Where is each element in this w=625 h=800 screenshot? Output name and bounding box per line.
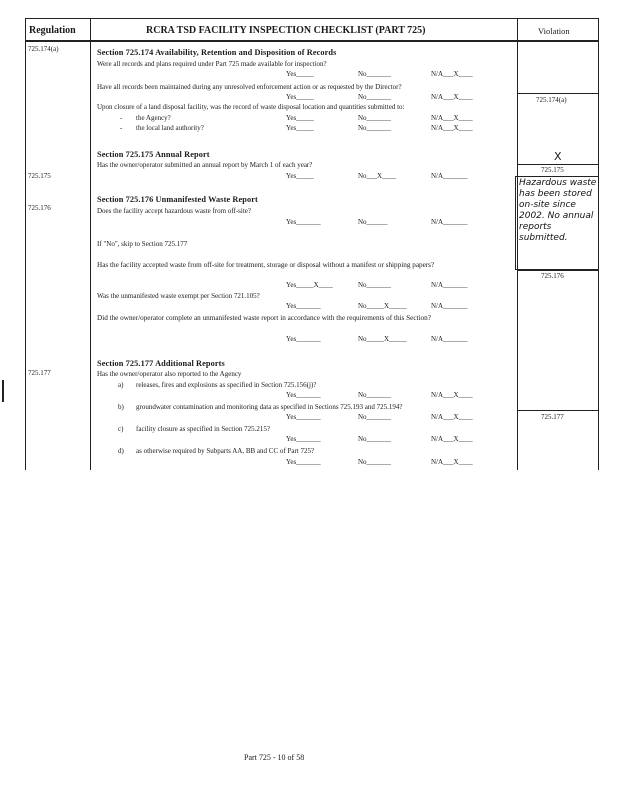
s174-b2-yes[interactable]: Yes_____ (286, 124, 314, 132)
s174-q2-yes[interactable]: Yes_____ (286, 93, 314, 101)
s177-label-b: b) (118, 403, 124, 411)
s177-b-na[interactable]: N/A___X____ (431, 413, 473, 421)
s174-question-3: Upon closure of a land disposal facility, was the record of waste disposal location and quantities submitted to: (97, 103, 405, 111)
s175-q1-yes[interactable]: Yes_____ (286, 172, 314, 180)
s177-label-a: a) (118, 381, 124, 389)
header-bottom-border (25, 40, 598, 42)
s176-q4-na[interactable]: N/A_______ (431, 335, 468, 343)
violation-header: Violation (538, 26, 570, 36)
section-725-174-title: Section 725.174 Availability, Retention and Disposition of Records (97, 48, 337, 57)
s176-q4-yes[interactable]: Yes_______ (286, 335, 321, 343)
s176-skip-instruction: If "No", skip to Section 725.177 (97, 240, 188, 248)
s177-d-na[interactable]: N/A___X____ (431, 458, 473, 466)
s174-b1-no[interactable]: No_______ (358, 114, 392, 122)
reg-725-177: 725.177 (28, 369, 51, 377)
handwritten-note: Hazardous waste has been stored on-site since 2002. No annual reports submitted. (519, 178, 597, 243)
s177-a-yes[interactable]: Yes_______ (286, 391, 321, 399)
s174-b1-na[interactable]: N/A___X____ (431, 114, 473, 122)
reg-725-175: 725.175 (28, 172, 51, 180)
s174-bullet-2-dash: - (120, 124, 123, 132)
s177-c-yes[interactable]: Yes_______ (286, 435, 321, 443)
s176-question-4: Did the owner/operator complete an unmanifested waste report in accordance with the requirements of this Section? (97, 314, 431, 322)
section-725-176-title: Section 725.176 Unmanifested Waste Report (97, 195, 258, 204)
s176-question-2: Has the facility accepted waste from off-site for treatment, storage or disposal without a manifest or shipping papers? (97, 261, 435, 269)
s174-bullet-2: the local land authority? (136, 124, 204, 132)
s174-question-2: Have all records been maintained during any unresolved enforcement action or as requested by the Director? (97, 83, 402, 91)
s177-label-d: d) (118, 447, 124, 455)
s176-q3-na[interactable]: N/A_______ (431, 302, 468, 310)
s175-q1-na[interactable]: N/A_______ (431, 172, 468, 180)
s176-q4-no[interactable]: No_____X_____ (358, 335, 407, 343)
violation-cell-divider-176 (517, 270, 598, 271)
section-725-177-title: Section 725.177 Additional Reports (97, 359, 225, 368)
s174-question-1: Were all records and plans required under Part 725 made available for inspection? (97, 60, 327, 68)
s176-q1-na[interactable]: N/A_______ (431, 218, 468, 226)
section-725-175-title: Section 725.175 Annual Report (97, 150, 210, 159)
s174-bullet-1-dash: - (120, 114, 123, 122)
s177-b-no[interactable]: No_______ (358, 413, 392, 421)
top-border (25, 18, 598, 19)
regulation-header: Regulation (29, 25, 76, 36)
s176-question-3: Was the unmanifested waste exempt per Section 721.105? (97, 292, 260, 300)
violation-cell-divider-174 (517, 93, 598, 94)
s174-q1-yes[interactable]: Yes_____ (286, 70, 314, 78)
violation-725-174a: 725.174(a) (536, 96, 567, 104)
violation-725-175: 725.175 (541, 166, 564, 174)
violation-x-mark: X (554, 150, 562, 163)
reg-725-176: 725.176 (28, 204, 51, 212)
s177-d-no[interactable]: No_______ (358, 458, 392, 466)
violation-725-176: 725.176 (541, 272, 564, 280)
s176-q2-na[interactable]: N/A_______ (431, 281, 468, 289)
s177-item-a: releases, fires and explosions as specified in Section 725.156(j)? (136, 381, 317, 389)
s177-item-d: as otherwise required by Subparts AA, BB and CC of Part 725? (136, 447, 315, 455)
s176-q3-yes[interactable]: Yes_______ (286, 302, 321, 310)
s175-q1-no[interactable]: No___X____ (358, 172, 397, 180)
s174-b2-na[interactable]: N/A___X____ (431, 124, 473, 132)
s174-bullet-1: the Agency? (136, 114, 171, 122)
s174-q1-na[interactable]: N/A___X____ (431, 70, 473, 78)
s177-question-1: Has the owner/operator also reported to the Agency (97, 370, 242, 378)
violation-725-177: 725.177 (541, 413, 564, 421)
s177-c-no[interactable]: No_______ (358, 435, 392, 443)
s177-item-c: facility closure as specified in Section 725.215? (136, 425, 270, 433)
s174-q2-no[interactable]: No_______ (358, 93, 392, 101)
s176-q1-yes[interactable]: Yes_______ (286, 218, 321, 226)
s177-a-no[interactable]: No_______ (358, 391, 392, 399)
s177-c-na[interactable]: N/A___X____ (431, 435, 473, 443)
s176-q1-no[interactable]: No______ (358, 218, 388, 226)
violation-cell-divider-177 (517, 410, 598, 411)
regulation-column-divider (90, 18, 91, 470)
s176-q2-yes[interactable]: Yes_____X____ (286, 281, 333, 289)
checklist-title: RCRA TSD FACILITY INSPECTION CHECKLIST (PART 725) (146, 25, 426, 36)
reg-725-174a: 725.174(a) (28, 45, 59, 53)
s177-b-yes[interactable]: Yes_______ (286, 413, 321, 421)
s176-question-1: Does the facility accept hazardous waste from off-site? (97, 207, 251, 215)
s177-label-c: c) (118, 425, 124, 433)
s176-q3-no[interactable]: No_____X_____ (358, 302, 407, 310)
s177-d-yes[interactable]: Yes_______ (286, 458, 321, 466)
s174-b1-yes[interactable]: Yes_____ (286, 114, 314, 122)
s174-q1-no[interactable]: No_______ (358, 70, 392, 78)
s177-item-b: groundwater contamination and monitoring data as specified in Sections 725.193 and 725.194? (136, 403, 403, 411)
s176-q2-no[interactable]: No_______ (358, 281, 392, 289)
violation-cell-divider-175 (517, 164, 598, 165)
s174-q2-na[interactable]: N/A___X____ (431, 93, 473, 101)
s174-b2-no[interactable]: No_______ (358, 124, 392, 132)
s175-question-1: Has the owner/operator submitted an annual report by March 1 of each year? (97, 161, 313, 169)
s177-a-na[interactable]: N/A___X____ (431, 391, 473, 399)
scan-artifact-left-mark (2, 380, 4, 402)
page-footer: Part 725 - 10 of 58 (244, 753, 305, 762)
left-border (25, 18, 26, 470)
